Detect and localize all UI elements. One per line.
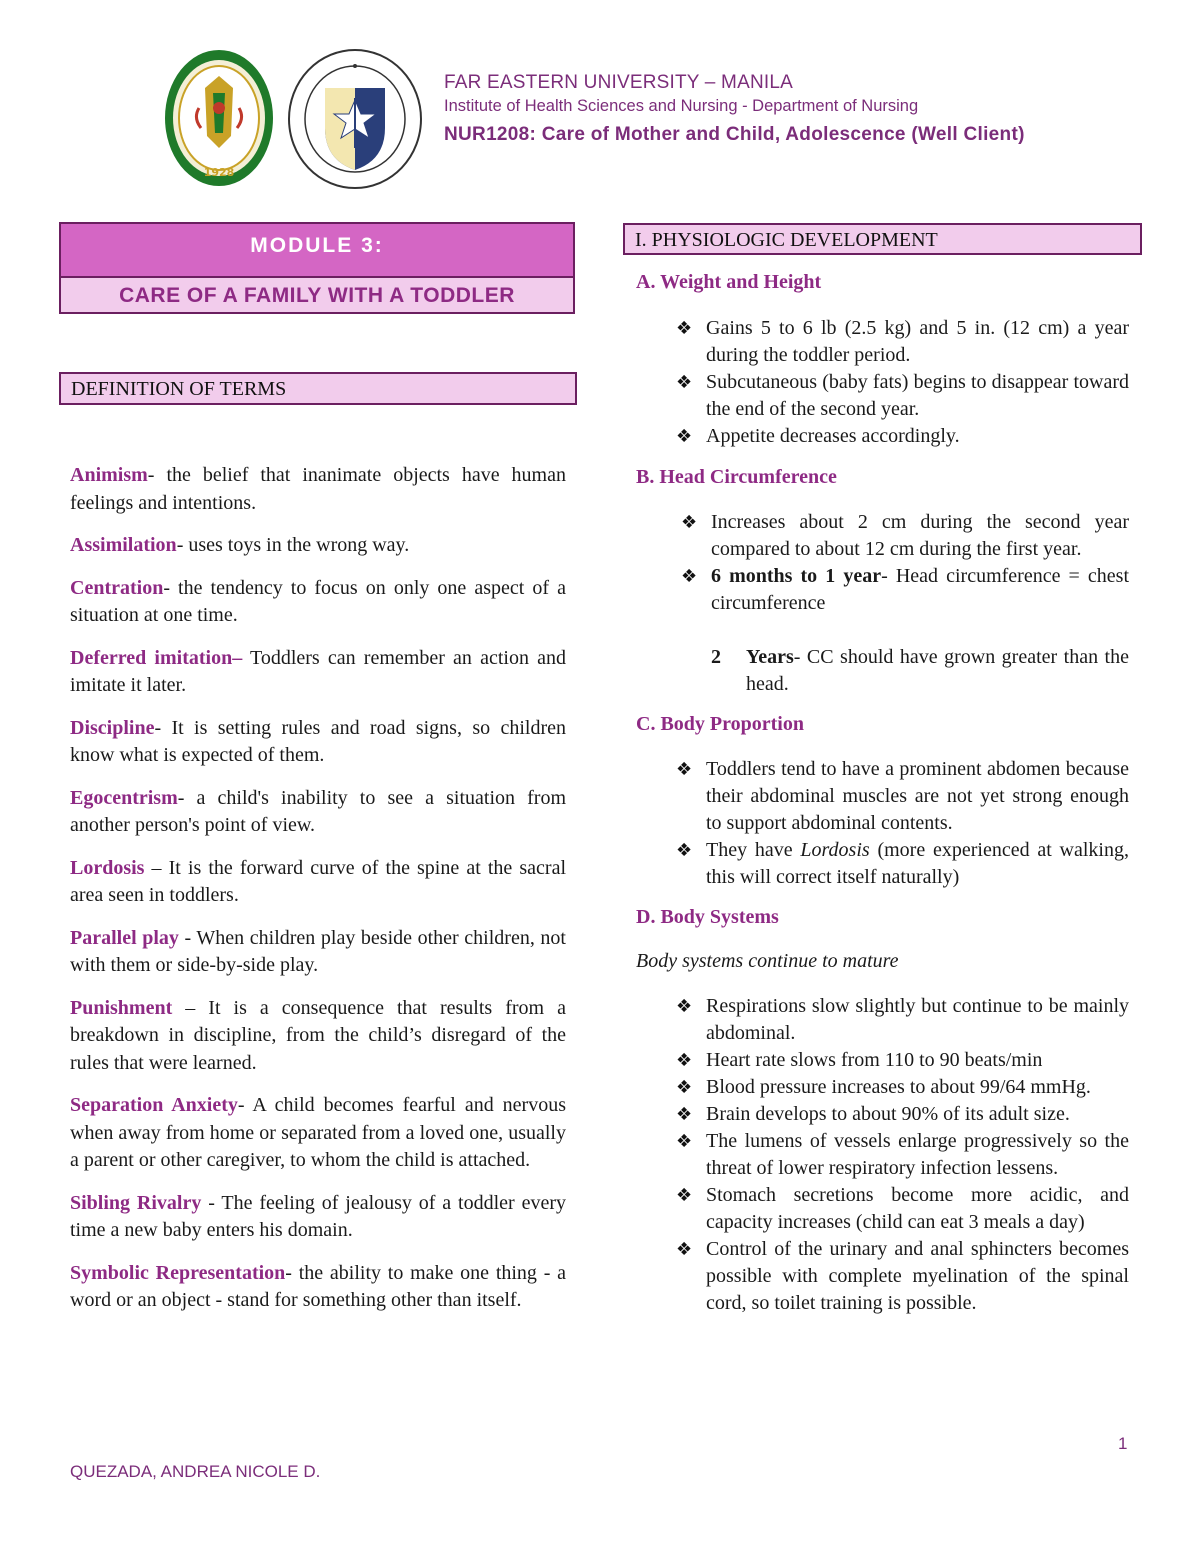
list-item: ❖ 6 months to 1 year- Head circumference = chest circumference xyxy=(681,565,1129,614)
definition-text: - the belief that inanimate objects have human feelings and intentions. xyxy=(70,464,566,514)
list-item: ❖ Stomach secretions become more acidic, and capacity increases (child can eat 3 meals a day) xyxy=(676,1184,1129,1233)
definition-text: - The feeling of jealousy of a toddler every time a new baby enters his domain. xyxy=(70,1191,566,1241)
definition-text: - the ability to make one thing - a word or an object - stand for something other than itself. xyxy=(70,1261,566,1311)
list-item: ❖ Appetite decreases accordingly. xyxy=(706,423,1129,450)
definition-item xyxy=(70,1092,566,1175)
list-item: ❖ Toddlers tend to have a prominent abdomen because their abdominal muscles are not yet strong enough to support abdominal contents. xyxy=(676,758,1129,834)
list-item: ❖ Heart rate slows from 110 to 90 beats/min xyxy=(706,1047,1129,1074)
list-item: ❖ Increases about 2 cm during the second year compared to about 12 cm during the first year. xyxy=(681,511,1129,560)
definition-item xyxy=(70,532,566,560)
definitions-list xyxy=(70,462,566,1330)
four-diamond-bullet-icon: ❖ xyxy=(676,1131,693,1152)
module-number: MODULE 3: xyxy=(61,224,573,278)
definition-item xyxy=(70,785,566,840)
definition-term: Animism xyxy=(70,464,148,486)
list-item: ❖ Control of the urinary and anal sphincters becomes possible with complete myelination of the spinal cord, so toilet training is possible. xyxy=(676,1238,1129,1314)
four-diamond-bullet-icon: ❖ xyxy=(676,426,693,447)
four-diamond-bullet-icon: ❖ xyxy=(681,512,698,533)
definition-item xyxy=(70,715,566,770)
body-systems-list xyxy=(676,993,1129,1317)
weight-height-title: A. Weight and Height xyxy=(636,271,822,293)
definition-item xyxy=(70,855,566,910)
four-diamond-bullet-icon: ❖ xyxy=(676,1077,693,1098)
four-diamond-bullet-icon: ❖ xyxy=(676,318,693,339)
years-number: 2 xyxy=(711,646,721,668)
physiologic-heading: I. PHYSIOLOGIC DEVELOPMENT xyxy=(623,223,1142,255)
definition-item xyxy=(70,1260,566,1315)
definition-item xyxy=(70,462,566,517)
four-diamond-bullet-icon: ❖ xyxy=(676,1239,693,1260)
definition-term: Sibling Rivalry xyxy=(70,1191,202,1214)
list-item: ❖ The lumens of vessels enlarge progressively so the threat of lower respiratory infection lessens. xyxy=(676,1130,1129,1179)
four-diamond-bullet-icon: ❖ xyxy=(676,840,693,861)
definition-term: Egocentrism xyxy=(70,786,178,809)
weight-height-list xyxy=(676,315,1129,450)
definition-text: - It is setting rules and road signs, so children know what is expected of them. xyxy=(70,716,566,766)
ihsn-seal-logo xyxy=(287,48,423,191)
head-circumference-title: B. Head Circumference xyxy=(636,466,837,488)
definition-text: - uses toys in the wrong way. xyxy=(176,534,410,556)
definition-term: Separation Anxiety xyxy=(70,1094,238,1116)
definition-term: Centration xyxy=(70,576,164,599)
definition-term: Symbolic Representation xyxy=(70,1261,286,1284)
definition-term: Assimilation xyxy=(70,534,177,556)
module-title-box xyxy=(59,222,575,314)
institute-name: Institute of Health Sciences and Nursing - Department of Nursing xyxy=(444,97,919,115)
definition-item xyxy=(70,1190,566,1245)
four-diamond-bullet-icon: ❖ xyxy=(676,372,693,393)
page-number: 1 xyxy=(1118,1434,1128,1453)
body-systems-intro: Body systems continue to mature xyxy=(636,950,899,972)
definition-text: Toddlers can remember an action and imitate it later. xyxy=(70,646,566,696)
definitions-heading: DEFINITION OF TERMS xyxy=(59,372,577,405)
author-name: QUEZADA, ANDREA NICOLE D. xyxy=(70,1462,321,1481)
definition-text: - When children play beside other children, not with them or side-by-side play. xyxy=(70,926,566,976)
body-proportion-title: C. Body Proportion xyxy=(636,713,804,735)
definition-term: Parallel play xyxy=(70,926,179,949)
four-diamond-bullet-icon: ❖ xyxy=(676,759,693,780)
list-item: ❖ Gains 5 to 6 lb (2.5 kg) and 5 in. (12 cm) a year during the toddler period. xyxy=(676,317,1129,366)
list-item: ❖ They have Lordosis (more experienced at walking, this will correct itself naturally) xyxy=(676,839,1129,888)
definition-item xyxy=(70,995,566,1078)
definition-term: Discipline xyxy=(70,716,155,739)
list-item: ❖ Respirations slow slightly but continue to be mainly abdominal. xyxy=(676,995,1129,1044)
definition-item xyxy=(70,645,566,700)
definition-text: - A child becomes fearful and nervous when away from home or separated from a loved one, usually a parent or other caregiver, to whom the child is attached. xyxy=(70,1094,566,1171)
definition-text: – It is the forward curve of the spine at the sacral area seen in toddlers. xyxy=(70,856,566,906)
definition-text: - a child's inability to see a situation from another person's point of view. xyxy=(70,786,566,836)
four-diamond-bullet-icon: ❖ xyxy=(676,1050,693,1071)
definition-term: Punishment xyxy=(70,996,173,1019)
feu-seal-logo xyxy=(163,48,275,188)
list-item: ❖ Blood pressure increases to about 99/64 mmHg. xyxy=(706,1074,1129,1101)
list-item: ❖ Brain develops to about 90% of its adult size. xyxy=(706,1101,1129,1128)
head-circumference-list xyxy=(681,509,1129,617)
course-title: NUR1208: Care of Mother and Child, Adolescence (Well Client) xyxy=(444,124,1025,145)
four-diamond-bullet-icon: ❖ xyxy=(676,1185,693,1206)
body-proportion-list xyxy=(676,756,1129,891)
definition-term: Lordosis xyxy=(70,856,145,879)
logo-year: 1928 xyxy=(203,166,235,179)
definition-text: - the tendency to focus on only one aspect of a situation at one time. xyxy=(70,576,566,626)
definition-item xyxy=(70,575,566,630)
definition-item xyxy=(70,925,566,980)
four-diamond-bullet-icon: ❖ xyxy=(676,1104,693,1125)
list-item: ❖ Subcutaneous (baby fats) begins to disappear toward the end of the second year. xyxy=(676,371,1129,420)
four-diamond-bullet-icon: ❖ xyxy=(676,996,693,1017)
module-title: CARE OF A FAMILY WITH A TODDLER xyxy=(61,278,573,312)
definition-text: – It is a consequence that results from a breakdown in discipline, from the child’s disregard of the rules that were learned. xyxy=(70,996,566,1074)
head-item-years: 2 Years- CC should have grown greater than the head. xyxy=(711,646,1129,695)
body-systems-title: D. Body Systems xyxy=(636,906,779,928)
university-name: FAR EASTERN UNIVERSITY – MANILA xyxy=(444,72,793,93)
four-diamond-bullet-icon: ❖ xyxy=(681,566,698,587)
definition-term: Deferred imitation– xyxy=(70,646,243,669)
